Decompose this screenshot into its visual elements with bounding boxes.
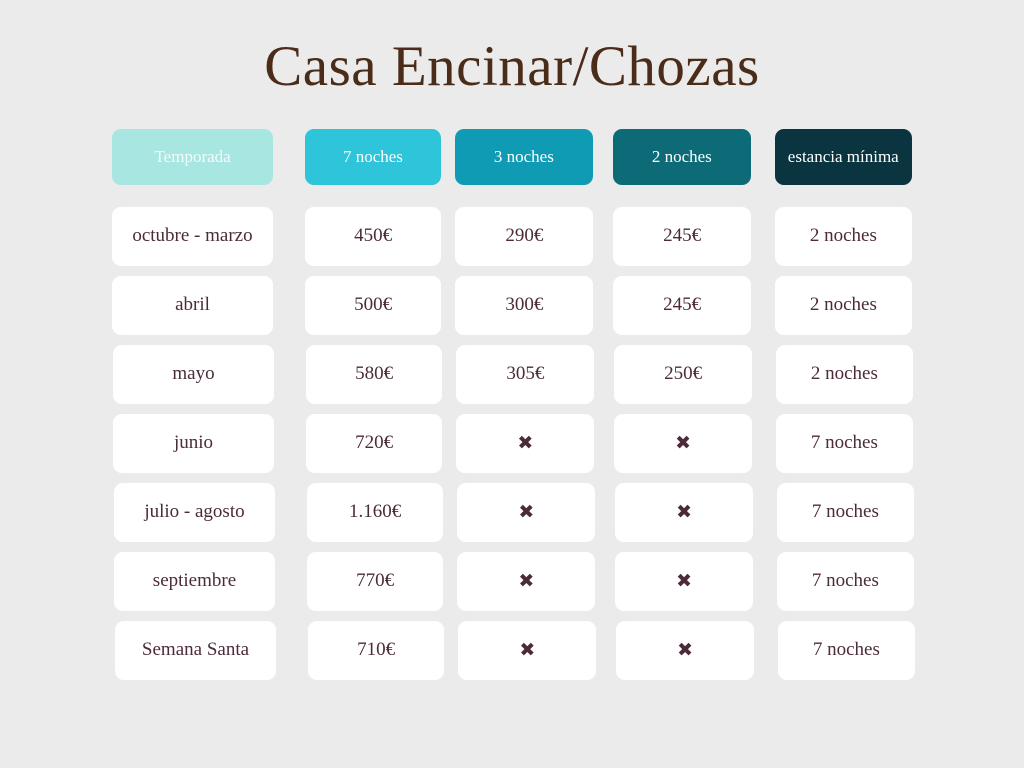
pricing-table — [112, 99, 912, 690]
cell-minimum-stay: 7 noches — [777, 552, 914, 611]
cell-price-3-noches: 305€ — [456, 345, 594, 404]
cell-price-2-noches: ✖ — [615, 483, 752, 542]
cell-minimum-stay: 7 noches — [778, 621, 915, 680]
header-cell-3-noches: 3 noches — [455, 129, 593, 185]
table-row — [112, 276, 912, 345]
cell-price-2-noches: 250€ — [614, 345, 751, 404]
cell-season: junio — [113, 414, 274, 473]
cell-minimum-stay: 7 noches — [776, 414, 913, 473]
cell-price-7-noches: 710€ — [308, 621, 444, 680]
cell-minimum-stay: 2 noches — [776, 345, 913, 404]
cell-price-3-noches: 290€ — [455, 207, 593, 266]
table-row — [113, 414, 913, 483]
cell-season: mayo — [113, 345, 274, 404]
cell-minimum-stay: 2 noches — [775, 207, 912, 266]
table-row — [114, 552, 914, 621]
cell-price-3-noches: ✖ — [457, 552, 595, 611]
page-title: Casa Encinar/Chozas — [264, 35, 760, 98]
cell-price-7-noches: 450€ — [305, 207, 441, 266]
cell-price-7-noches: 1.160€ — [307, 483, 443, 542]
table-row — [112, 207, 912, 276]
table-header-row — [112, 129, 912, 197]
header-cell-7-noches: 7 noches — [305, 129, 440, 185]
cell-season: Semana Santa — [115, 621, 276, 680]
cell-season: octubre - marzo — [112, 207, 273, 266]
cell-season: septiembre — [114, 552, 275, 611]
cell-price-2-noches: ✖ — [615, 552, 752, 611]
header-cell-estancia-minima: estancia mínima — [775, 129, 912, 185]
table-row — [113, 345, 913, 414]
header-cell-temporada: Temporada — [112, 129, 273, 185]
cell-price-3-noches: ✖ — [458, 621, 596, 680]
cell-minimum-stay: 2 noches — [775, 276, 912, 335]
table-row — [115, 621, 915, 690]
cell-price-7-noches: 500€ — [305, 276, 441, 335]
cell-price-7-noches: 580€ — [306, 345, 442, 404]
header-cell-2-noches: 2 noches — [613, 129, 750, 185]
cell-price-2-noches: 245€ — [613, 276, 750, 335]
cell-price-2-noches: ✖ — [616, 621, 753, 680]
cell-season: julio - agosto — [114, 483, 275, 542]
cell-season: abril — [112, 276, 273, 335]
cell-price-2-noches: ✖ — [614, 414, 751, 473]
table-row — [114, 483, 914, 552]
cell-price-7-noches: 720€ — [306, 414, 442, 473]
cell-price-3-noches: ✖ — [456, 414, 594, 473]
cell-price-2-noches: 245€ — [613, 207, 750, 266]
cell-price-3-noches: ✖ — [457, 483, 595, 542]
cell-price-3-noches: 300€ — [455, 276, 593, 335]
cell-price-7-noches: 770€ — [307, 552, 443, 611]
cell-minimum-stay: 7 noches — [777, 483, 914, 542]
